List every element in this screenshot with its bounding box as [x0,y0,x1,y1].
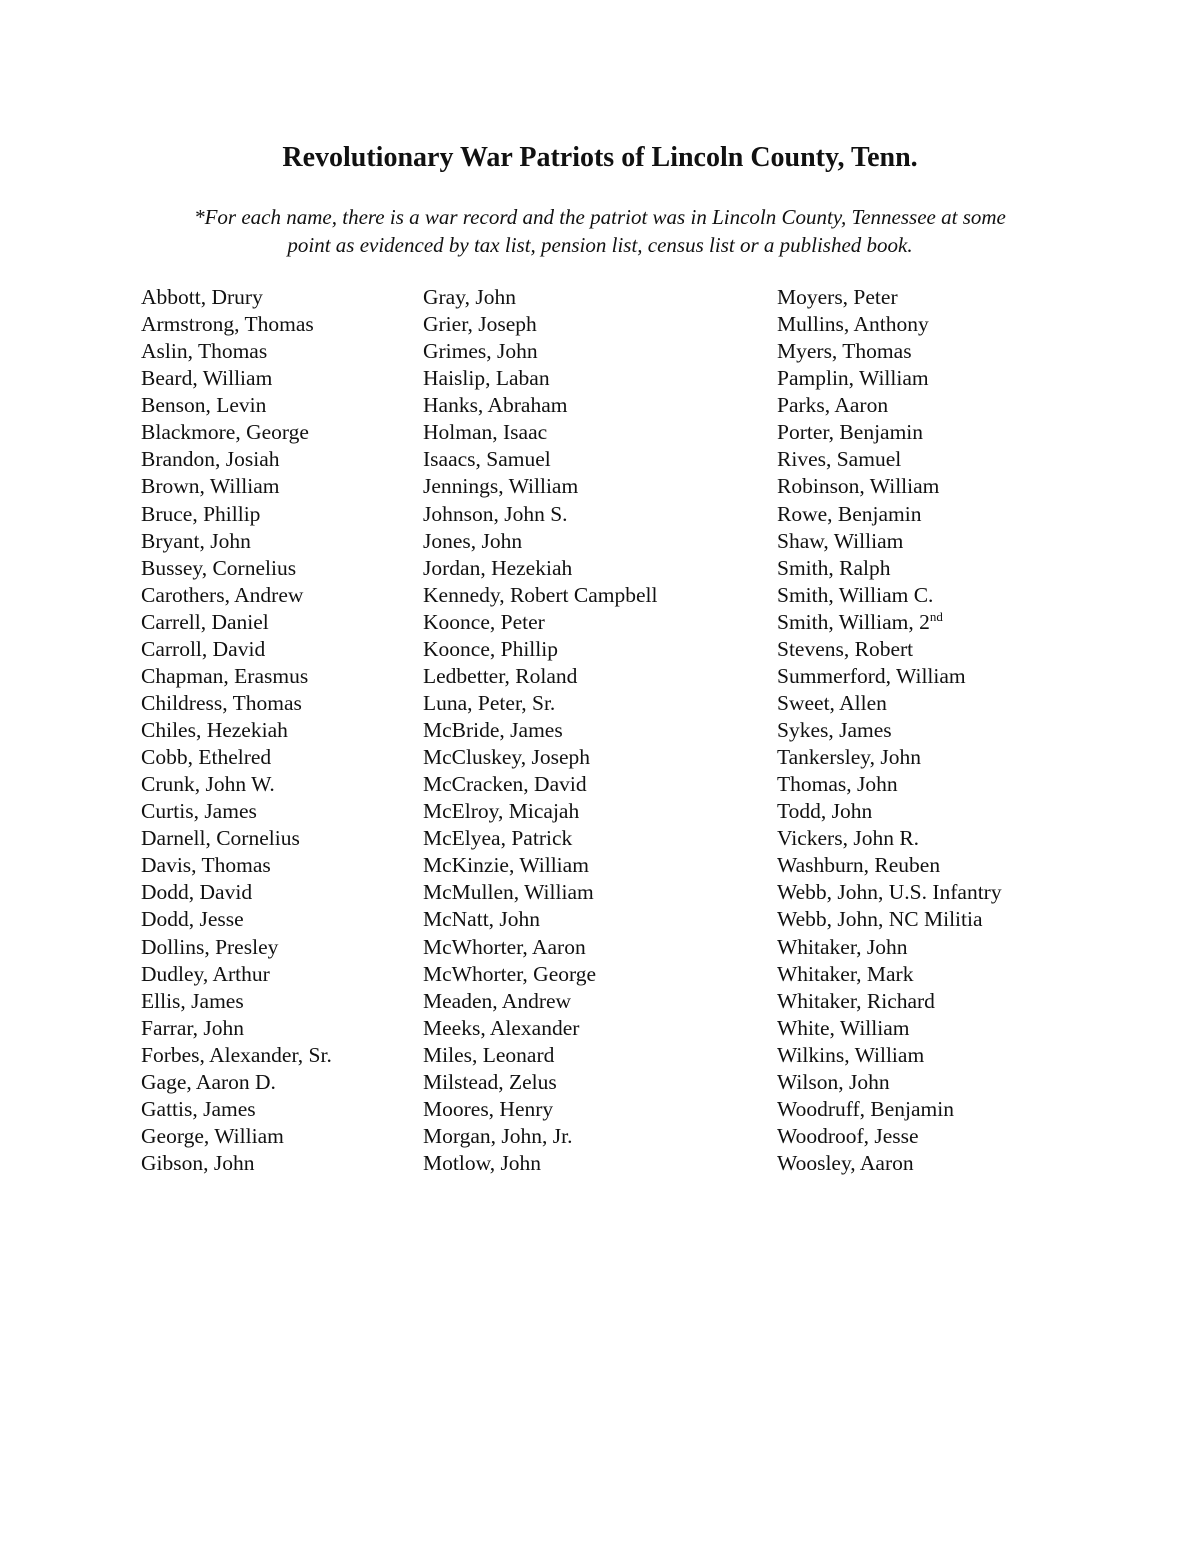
patriot-name [141,717,332,744]
patriot-name [141,582,332,609]
patriot-name-text: White, William [777,1015,910,1040]
patriot-name-text: Bryant, John [141,528,251,553]
patriot-name-text: Moores, Henry [423,1096,554,1121]
patriot-name-text: Meeks, Alexander [423,1015,580,1040]
patriot-name-text: Morgan, John, Jr. [423,1123,573,1148]
patriot-name [777,934,1002,961]
patriot-name-text: Shaw, William [777,528,904,553]
patriot-name [423,528,657,555]
patriot-name-text: Robinson, William [777,474,940,499]
patriot-name [777,1042,1002,1069]
patriot-name-text: Grimes, John [423,339,538,364]
patriot-name [777,988,1002,1015]
patriot-name-text: McCracken, David [423,772,587,797]
patriot-name-text: Abbott, Drury [141,285,263,309]
patriot-name-text: Ellis, James [141,988,244,1013]
patriot-name [423,1015,657,1042]
patriot-name [423,338,657,365]
patriot-name [423,419,657,446]
patriot-name [141,1150,332,1177]
patriot-name [423,717,657,744]
patriot-name [423,825,657,852]
patriot-name [777,446,1002,473]
patriot-name-text: Koonce, Phillip [423,636,558,661]
patriot-name [141,446,332,473]
patriot-name [141,798,332,825]
patriot-name-text: Darnell, Cornelius [141,826,300,851]
patriot-name [777,1069,1002,1096]
patriot-name [423,744,657,771]
patriot-name-text: Holman, Isaac [423,420,548,445]
patriot-name [423,555,657,582]
patriot-name [141,825,332,852]
patriot-name [423,1042,657,1069]
patriot-name-text: Whitaker, Richard [777,988,935,1013]
patriot-name [777,582,1002,609]
patriot-name-text: Isaacs, Samuel [423,447,551,472]
patriot-name-text: Woosley, Aaron [777,1151,914,1175]
patriot-name [777,419,1002,446]
patriot-name-text: Motlow, John [423,1151,542,1175]
patriot-name-text: Blackmore, George [141,420,309,445]
patriot-name-text: Pamplin, William [777,366,929,391]
patriot-name [423,906,657,933]
patriot-name-text: Todd, John [777,799,873,824]
patriot-name-text: Smith, William, 2 [777,609,930,634]
patriot-name [777,1123,1002,1150]
patriot-name-text: McWhorter, George [423,961,597,986]
patriot-name [141,934,332,961]
patriot-name-text: Rives, Samuel [777,447,902,472]
patriot-name [777,555,1002,582]
patriot-name-text: Miles, Leonard [423,1042,555,1067]
patriot-name [423,690,657,717]
patriot-name [423,988,657,1015]
patriot-name [141,338,332,365]
patriot-name-text: Farrar, John [141,1015,245,1040]
patriot-name [777,690,1002,717]
patriot-name-text: McCluskey, Joseph [423,745,591,770]
patriot-name [777,852,1002,879]
patriot-name-text: Jordan, Hezekiah [423,555,573,580]
patriot-name [423,1123,657,1150]
patriot-name-text: Milstead, Zelus [423,1069,557,1094]
patriot-name [777,1096,1002,1123]
patriot-name [777,744,1002,771]
patriot-name-text: Beard, William [141,366,273,391]
patriot-name-text: Gray, John [423,285,516,309]
patriot-name [777,338,1002,365]
patriot-name-text: Webb, John, NC Militia [777,907,983,932]
patriot-name-text: Woodroof, Jesse [777,1123,919,1148]
patriot-name-text: Forbes, Alexander, Sr. [141,1042,332,1067]
patriot-name [777,501,1002,528]
patriot-name [423,582,657,609]
patriot-name [141,501,332,528]
patriot-name-text: Chiles, Hezekiah [141,718,288,742]
patriot-name-text: Davis, Thomas [141,853,271,878]
patriot-name-text: Smith, William C. [777,582,934,607]
patriot-name-text: Wilson, John [777,1069,890,1094]
patriot-name-text: McBride, James [423,718,563,742]
patriot-name [141,311,332,338]
subtitle-note [100,203,1100,259]
names-column-3 [777,284,1002,1177]
patriot-name-text: Dodd, Jesse [141,907,244,932]
patriot-name-text: Gattis, James [141,1096,256,1121]
patriot-name-text: Sykes, James [777,718,892,742]
patriot-name [141,555,332,582]
patriot-name [423,663,657,690]
patriot-name-text: Moyers, Peter [777,285,898,309]
patriot-name-text: McWhorter, Aaron [423,934,586,959]
patriot-name-text: Stevens, Robert [777,636,914,661]
patriot-name-text: Carroll, David [141,636,266,661]
patriot-name [423,284,657,311]
patriot-name [141,636,332,663]
patriot-name-text: Wilkins, William [777,1042,925,1067]
patriot-name [777,392,1002,419]
patriot-name [141,609,332,636]
patriot-name-text: Carrell, Daniel [141,609,269,634]
patriot-name [141,1096,332,1123]
patriot-name [423,609,657,636]
patriot-name-text: Benson, Levin [141,393,267,418]
patriot-name [777,284,1002,311]
names-column-2 [423,284,657,1177]
patriot-name-text: Chapman, Erasmus [141,663,309,688]
patriot-name [777,663,1002,690]
patriot-name [141,528,332,555]
patriot-name-text: Dudley, Arthur [141,961,270,986]
patriot-name-text: Cobb, Ethelred [141,745,272,770]
patriot-name-text: Koonce, Peter [423,609,545,634]
patriot-name-text: Grier, Joseph [423,312,537,337]
patriot-name-text: Thomas, John [777,772,898,797]
patriot-name-text: Brown, William [141,474,280,499]
patriot-name [141,879,332,906]
patriot-name [777,961,1002,988]
patriot-name [777,609,1002,636]
patriot-name-text: Aslin, Thomas [141,339,268,364]
patriot-name-text: McElyea, Patrick [423,826,573,851]
patriot-name [141,961,332,988]
patriot-name-text: George, William [141,1123,284,1148]
patriot-name [423,771,657,798]
patriot-name [141,852,332,879]
patriot-name [141,1069,332,1096]
patriot-name [141,663,332,690]
patriot-name [777,717,1002,744]
patriot-name [423,446,657,473]
patriot-name-text: Gibson, John [141,1151,255,1175]
patriot-name-text: Jennings, William [423,474,579,499]
patriot-name-text: Tankersley, John [777,745,921,770]
patriot-name-text: McElroy, Micajah [423,799,580,824]
patriot-name [423,365,657,392]
patriot-name [777,311,1002,338]
patriot-name-text: Vickers, John R. [777,826,920,851]
patriot-name-text: Carothers, Andrew [141,582,304,607]
patriot-name-text: McKinzie, William [423,853,589,878]
patriot-name-text: Childress, Thomas [141,690,302,715]
patriot-name [141,473,332,500]
patriot-name [777,1150,1002,1177]
patriot-name-text: Rowe, Benjamin [777,501,922,526]
patriot-name-text: Smith, Ralph [777,555,891,580]
patriot-name [423,1069,657,1096]
patriot-name [777,825,1002,852]
patriot-name-text: Hanks, Abraham [423,393,568,418]
patriot-name [777,798,1002,825]
patriot-name [141,1015,332,1042]
patriot-name-text: Myers, Thomas [777,339,912,364]
patriot-name-text: Parks, Aaron [777,393,889,418]
patriot-name [141,1123,332,1150]
patriot-name-text: Mullins, Anthony [777,312,929,337]
patriot-name [777,879,1002,906]
patriot-name [423,798,657,825]
patriot-name-text: Jones, John [423,528,523,553]
ordinal-suffix: nd [929,608,943,624]
patriot-name [141,392,332,419]
patriot-name [777,528,1002,555]
patriot-name-text: Webb, John, U.S. Infantry [777,880,1002,905]
patriot-name-text: Meaden, Andrew [423,988,572,1013]
patriot-name [141,988,332,1015]
patriot-name-text: Haislip, Laban [423,366,550,391]
patriot-name-text: Brandon, Josiah [141,447,280,472]
patriot-name [141,906,332,933]
subtitle-line-1: *For each name, there is a war record and the patriot was in Lincoln County, Tennessee at some [194,205,1006,229]
patriot-name [423,392,657,419]
patriot-name [423,501,657,528]
patriot-name [777,906,1002,933]
patriot-name [141,419,332,446]
patriot-name-text: Ledbetter, Roland [423,663,578,688]
patriot-name [777,473,1002,500]
patriot-name-text: Dollins, Presley [141,934,279,959]
page-title: Revolutionary War Patriots of Lincoln County, Tenn. [282,142,918,173]
patriot-name-text: Summerford, William [777,663,966,688]
patriot-name-text: McNatt, John [423,907,541,932]
patriot-name-text: Bruce, Phillip [141,501,261,526]
patriot-name-text: Sweet, Allen [777,690,887,715]
patriot-name [423,879,657,906]
patriot-name [423,311,657,338]
patriot-name [423,473,657,500]
patriot-name-text: Bussey, Cornelius [141,555,297,580]
patriot-name-text: Johnson, John S. [423,501,568,526]
patriot-name [141,1042,332,1069]
patriot-name-text: Whitaker, John [777,934,908,959]
patriot-name [141,744,332,771]
patriot-name [423,852,657,879]
patriot-name-text: Washburn, Reuben [777,853,941,878]
patriot-name-text: McMullen, William [423,880,594,905]
patriot-name-text: Armstrong, Thomas [141,312,314,337]
patriot-name-text: Dodd, David [141,880,253,905]
patriot-name-text: Gage, Aaron D. [141,1069,276,1094]
patriot-name [777,771,1002,798]
patriot-name [777,365,1002,392]
subtitle-line-2: point as evidenced by tax list, pension list, census list or a published book. [287,233,913,257]
patriot-name [423,636,657,663]
patriot-name-text: Porter, Benjamin [777,420,924,445]
patriot-name [777,1015,1002,1042]
patriot-name [423,934,657,961]
patriot-name-text: Kennedy, Robert Campbell [423,582,658,607]
patriot-name-text: Curtis, James [141,799,257,824]
patriot-name [423,961,657,988]
patriot-name [141,284,332,311]
patriot-name [141,771,332,798]
patriot-name-text: Woodruff, Benjamin [777,1096,955,1121]
patriot-name [777,636,1002,663]
patriot-name-text: Crunk, John W. [141,772,275,797]
patriot-name [141,690,332,717]
patriot-name-text: Luna, Peter, Sr. [423,690,556,715]
patriot-name [141,365,332,392]
patriot-name [423,1096,657,1123]
names-column-1 [141,284,332,1177]
patriot-name [423,1150,657,1177]
patriot-name-text: Whitaker, Mark [777,961,914,986]
